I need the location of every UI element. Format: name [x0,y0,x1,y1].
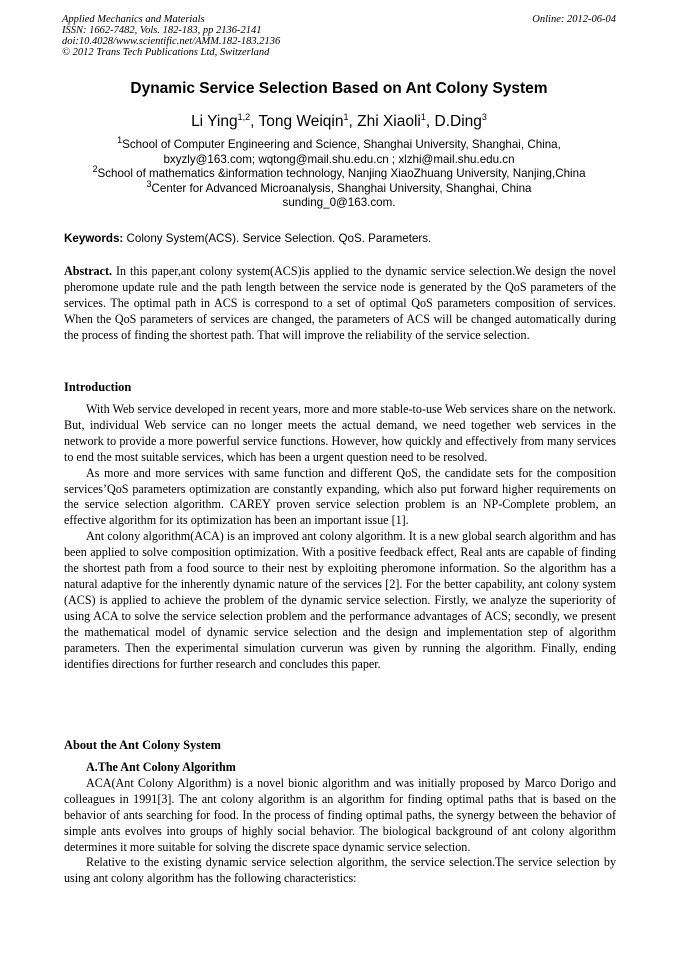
author-affil-mark: 1 [343,111,349,122]
author-name: Tong Weiqin [258,113,344,130]
paragraph: As more and more services with same function and different QoS, the candidate sets for the composition services’QoS parameters optimization are constantly expanding, which also put forward higher requirements on the service selection algorithm. CAREY proven service selection problem is an NP-Complete problem, an effective algorithm for its optimization has been an important issue [1]. [64,465,616,528]
author-list [40,113,638,131]
author-separator: , [425,113,435,130]
journal-name: Applied Mechanics and Materials [62,14,205,25]
journal-header [62,14,616,58]
aco-section-body [64,760,616,887]
author-affil-mark: 3 [481,111,487,122]
paragraph: Relative to the existing dynamic service selection algorithm, the service selection.The service selection by using ant colony algorithm has the following characteristics: [64,855,616,886]
affiliation-1: $^1$School of Computer Engineering and Science, Shanghai University, Shanghai, China, [117,135,561,151]
aco-section-heading: About the Ant Colony System [64,738,221,752]
issn-line: ISSN: 1662-7482, Vols. 182-183, pp 2136-2141 [62,25,262,36]
author-affil-mark: 1,2 [237,111,251,122]
affiliation-3-email: sunding_0@163.com. [282,196,396,210]
copyright-line: © 2012 Trans Tech Publications Ltd, Switzerland [62,47,270,58]
introduction-body [64,402,616,672]
author-separator: , [250,113,259,130]
aco-subheading: A.The Ant Colony Algorithm [86,760,236,774]
affiliation-3: $^3$Center for Advanced Microanalysis, Shanghai University, Shanghai, China [146,178,532,195]
affiliations [40,135,638,211]
keywords-label: Keywords: [64,232,124,245]
affiliation-1-emails: bxyzly@163.com; wqtong@mail.shu.edu.cn ; xlzhi@mail.shu.edu.cn [163,152,515,166]
affiliation-mark: 1 [117,135,123,146]
author-affil-mark: 1 [420,111,426,122]
paper-title: Dynamic Service Selection Based on Ant Colony System [130,80,548,97]
paragraph: With Web service developed in recent years, more and more stable-to-use Web services share on the network. But, individual Web service can no longer meets the actual demand, we need together web services in the network to provide a more powerful service functions. However, how quickly and effectively from many services to end the most suitable services, which has been a urgent question need to be resolved. [64,402,616,464]
affiliation-mark: 2 [92,164,98,175]
keywords [64,232,616,245]
doi-line: doi:10.4028/www.scientific.net/AMM.182-183.2136 [62,36,281,47]
affiliation-mark: 3 [146,178,152,189]
author-name: D.Ding [434,113,482,130]
introduction-heading: Introduction [64,380,132,394]
author-name: Zhi Xiaoli [357,113,421,130]
keywords-text: Colony System(ACS). Service Selection. QoS. Parameters. [123,232,432,245]
author-name: Li Ying [191,113,238,130]
online-date: Online: 2012-06-04 [532,14,616,25]
paragraph: Ant colony algorithm(ACA) is an improved ant colony algorithm. It is a new global search algorithm and has been applied to solve composition optimization. With a positive feedback effect, Real ants are capable of finding the shortest path from a food source to their nest by exploiting pheromone information. So the algorithm has a natural adaptive for the inherently dynamic nature of the services [2]. For the better capability, ant colony system (ACS) is applied to achieve the problem of the dynamic service selection. Firstly, we analyze the superiority of using ACA to solve the service selection problem and the performance advantages of ACS; secondly, we present the mathematical model of dynamic service selection and the design and implementation step of algorithm parameters. Then the experimental simulation curverun was given by running the algorithm. Finally, ending identifies directions for further research and concludes this paper. [64,529,616,671]
author-separator: , [348,113,358,130]
abstract [64,264,616,344]
affiliation-2: $^2$School of mathematics &information technology, Nanjing XiaoZhuang University, Nanjing,China [92,164,586,181]
paragraph: ACA(Ant Colony Algorithm) is a novel bionic algorithm and was initially proposed by Marco Dorigo and colleagues in 1991[3]. The ant colony algorithm is an algorithm for finding optimal paths that is based on the behavior of ants searching for food. In the process of finding optimal paths, the synergy between the behavior of simple ants evolves into groups of highly social behavior. The biological background of ant colony algorithm determines it more suitable for solving the discrete space dynamic service selection. [64,775,616,854]
abstract-label: Abstract. [64,264,113,278]
abstract-text: In this paper,ant colony system(ACS)is applied to the dynamic service selection.We design the novel pheromone update rule and the path length between the service node is generated by the QoS parameters of the services. The optimal path in ACS is correspond to a set of optimal QoS parameters composition of services. When the QoS parameters of services are changed, the parameters of ACS will be changed automatically during the process of finding the shortest path. That will improve the reliability of the service selection. [64,264,616,342]
